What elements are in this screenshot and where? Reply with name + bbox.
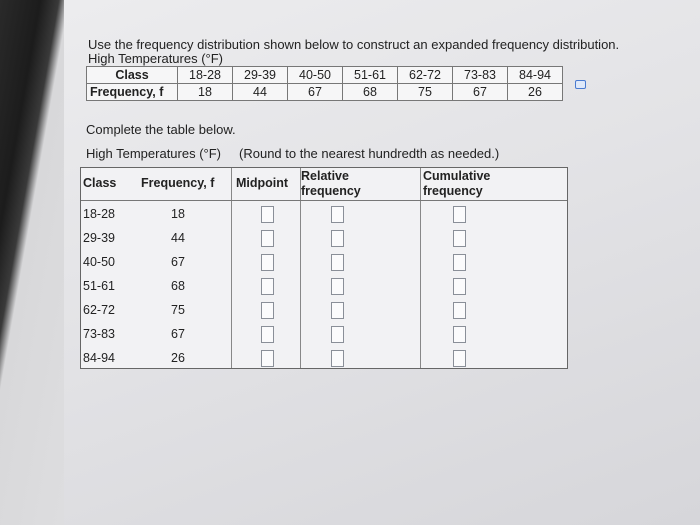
relative-frequency-input[interactable] [331, 206, 344, 223]
class-cell: 62-72 [83, 303, 115, 317]
copy-data-icon[interactable] [575, 80, 586, 89]
relative-frequency-input[interactable] [331, 230, 344, 247]
given-class-cell: 51-61 [343, 67, 398, 84]
frequency-cell: 67 [171, 327, 185, 341]
given-class-cell: 73-83 [453, 67, 508, 84]
intro-text [88, 38, 619, 66]
class-cell: 29-39 [83, 231, 115, 245]
given-frequency-cell: 67 [453, 84, 508, 101]
cumulative-frequency-input[interactable] [453, 326, 466, 343]
given-frequency-table [86, 66, 563, 101]
cumulative-frequency-input[interactable] [453, 230, 466, 247]
given-frequency-row [87, 84, 563, 101]
header-relative-2: frequency [301, 184, 361, 198]
table-row [81, 347, 567, 371]
midpoint-input[interactable] [261, 302, 274, 319]
frequency-cell: 18 [171, 207, 185, 221]
header-cumulative-1: Cumulative [423, 169, 491, 183]
subtitle-label: High Temperatures (°F) [86, 146, 222, 161]
midpoint-input[interactable] [261, 254, 274, 271]
header-cumulative-2: frequency [423, 184, 483, 198]
frequency-cell: 75 [171, 303, 185, 317]
header-divider [81, 200, 567, 201]
class-cell: 51-61 [83, 279, 115, 293]
answer-table [80, 167, 568, 369]
midpoint-input[interactable] [261, 350, 274, 367]
frequency-cell: 44 [171, 231, 185, 245]
frequency-cell: 67 [171, 255, 185, 269]
given-frequency-cell: 26 [508, 84, 563, 101]
midpoint-input[interactable] [261, 230, 274, 247]
frequency-cell: 26 [171, 351, 185, 365]
given-frequency-cell: 75 [398, 84, 453, 101]
table-row [81, 299, 567, 323]
relative-frequency-input[interactable] [331, 350, 344, 367]
table-subtitle [86, 146, 499, 161]
relative-frequency-input[interactable] [331, 302, 344, 319]
given-frequency-cell: 18 [178, 84, 233, 101]
header-midpoint: Midpoint [236, 176, 289, 190]
table-row [81, 323, 567, 347]
given-class-cell: 18-28 [178, 67, 233, 84]
table-row [81, 251, 567, 275]
header-frequency: Frequency, f [141, 176, 215, 190]
given-class-row [87, 67, 563, 84]
given-class-cell: 62-72 [398, 67, 453, 84]
given-class-cell: 40-50 [288, 67, 343, 84]
relative-frequency-input[interactable] [331, 254, 344, 271]
intro-line-2: High Temperatures (°F) [88, 51, 224, 66]
table-row [81, 203, 567, 227]
given-frequency-cell: 44 [233, 84, 288, 101]
cumulative-frequency-input[interactable] [453, 350, 466, 367]
table-row [81, 227, 567, 251]
class-cell: 18-28 [83, 207, 115, 221]
given-class-cell: 84-94 [508, 67, 563, 84]
cumulative-frequency-input[interactable] [453, 302, 466, 319]
header-class: Class [83, 176, 117, 190]
cumulative-frequency-input[interactable] [453, 206, 466, 223]
table-row [81, 275, 567, 299]
intro-line-1: Use the frequency distribution shown below to construct an expanded frequency distribution. [88, 37, 620, 52]
given-frequency-cell: 68 [343, 84, 398, 101]
given-class-header: Class [87, 67, 178, 84]
midpoint-input[interactable] [261, 278, 274, 295]
midpoint-input[interactable] [261, 206, 274, 223]
class-cell: 40-50 [83, 255, 115, 269]
given-frequency-cell: 67 [288, 84, 343, 101]
screen [64, 0, 700, 525]
given-frequency-header: Frequency, f [87, 84, 178, 101]
cumulative-frequency-input[interactable] [453, 254, 466, 271]
class-cell: 73-83 [83, 327, 115, 341]
relative-frequency-input[interactable] [331, 326, 344, 343]
class-cell: 84-94 [83, 351, 115, 365]
relative-frequency-input[interactable] [331, 278, 344, 295]
cumulative-frequency-input[interactable] [453, 278, 466, 295]
instruction-text: Complete the table below. [86, 122, 236, 137]
header-relative-1: Relative [301, 169, 349, 183]
rounding-note: (Round to the nearest hundredth as needed.) [239, 146, 500, 161]
given-class-cell: 29-39 [233, 67, 288, 84]
frequency-cell: 68 [171, 279, 185, 293]
midpoint-input[interactable] [261, 326, 274, 343]
